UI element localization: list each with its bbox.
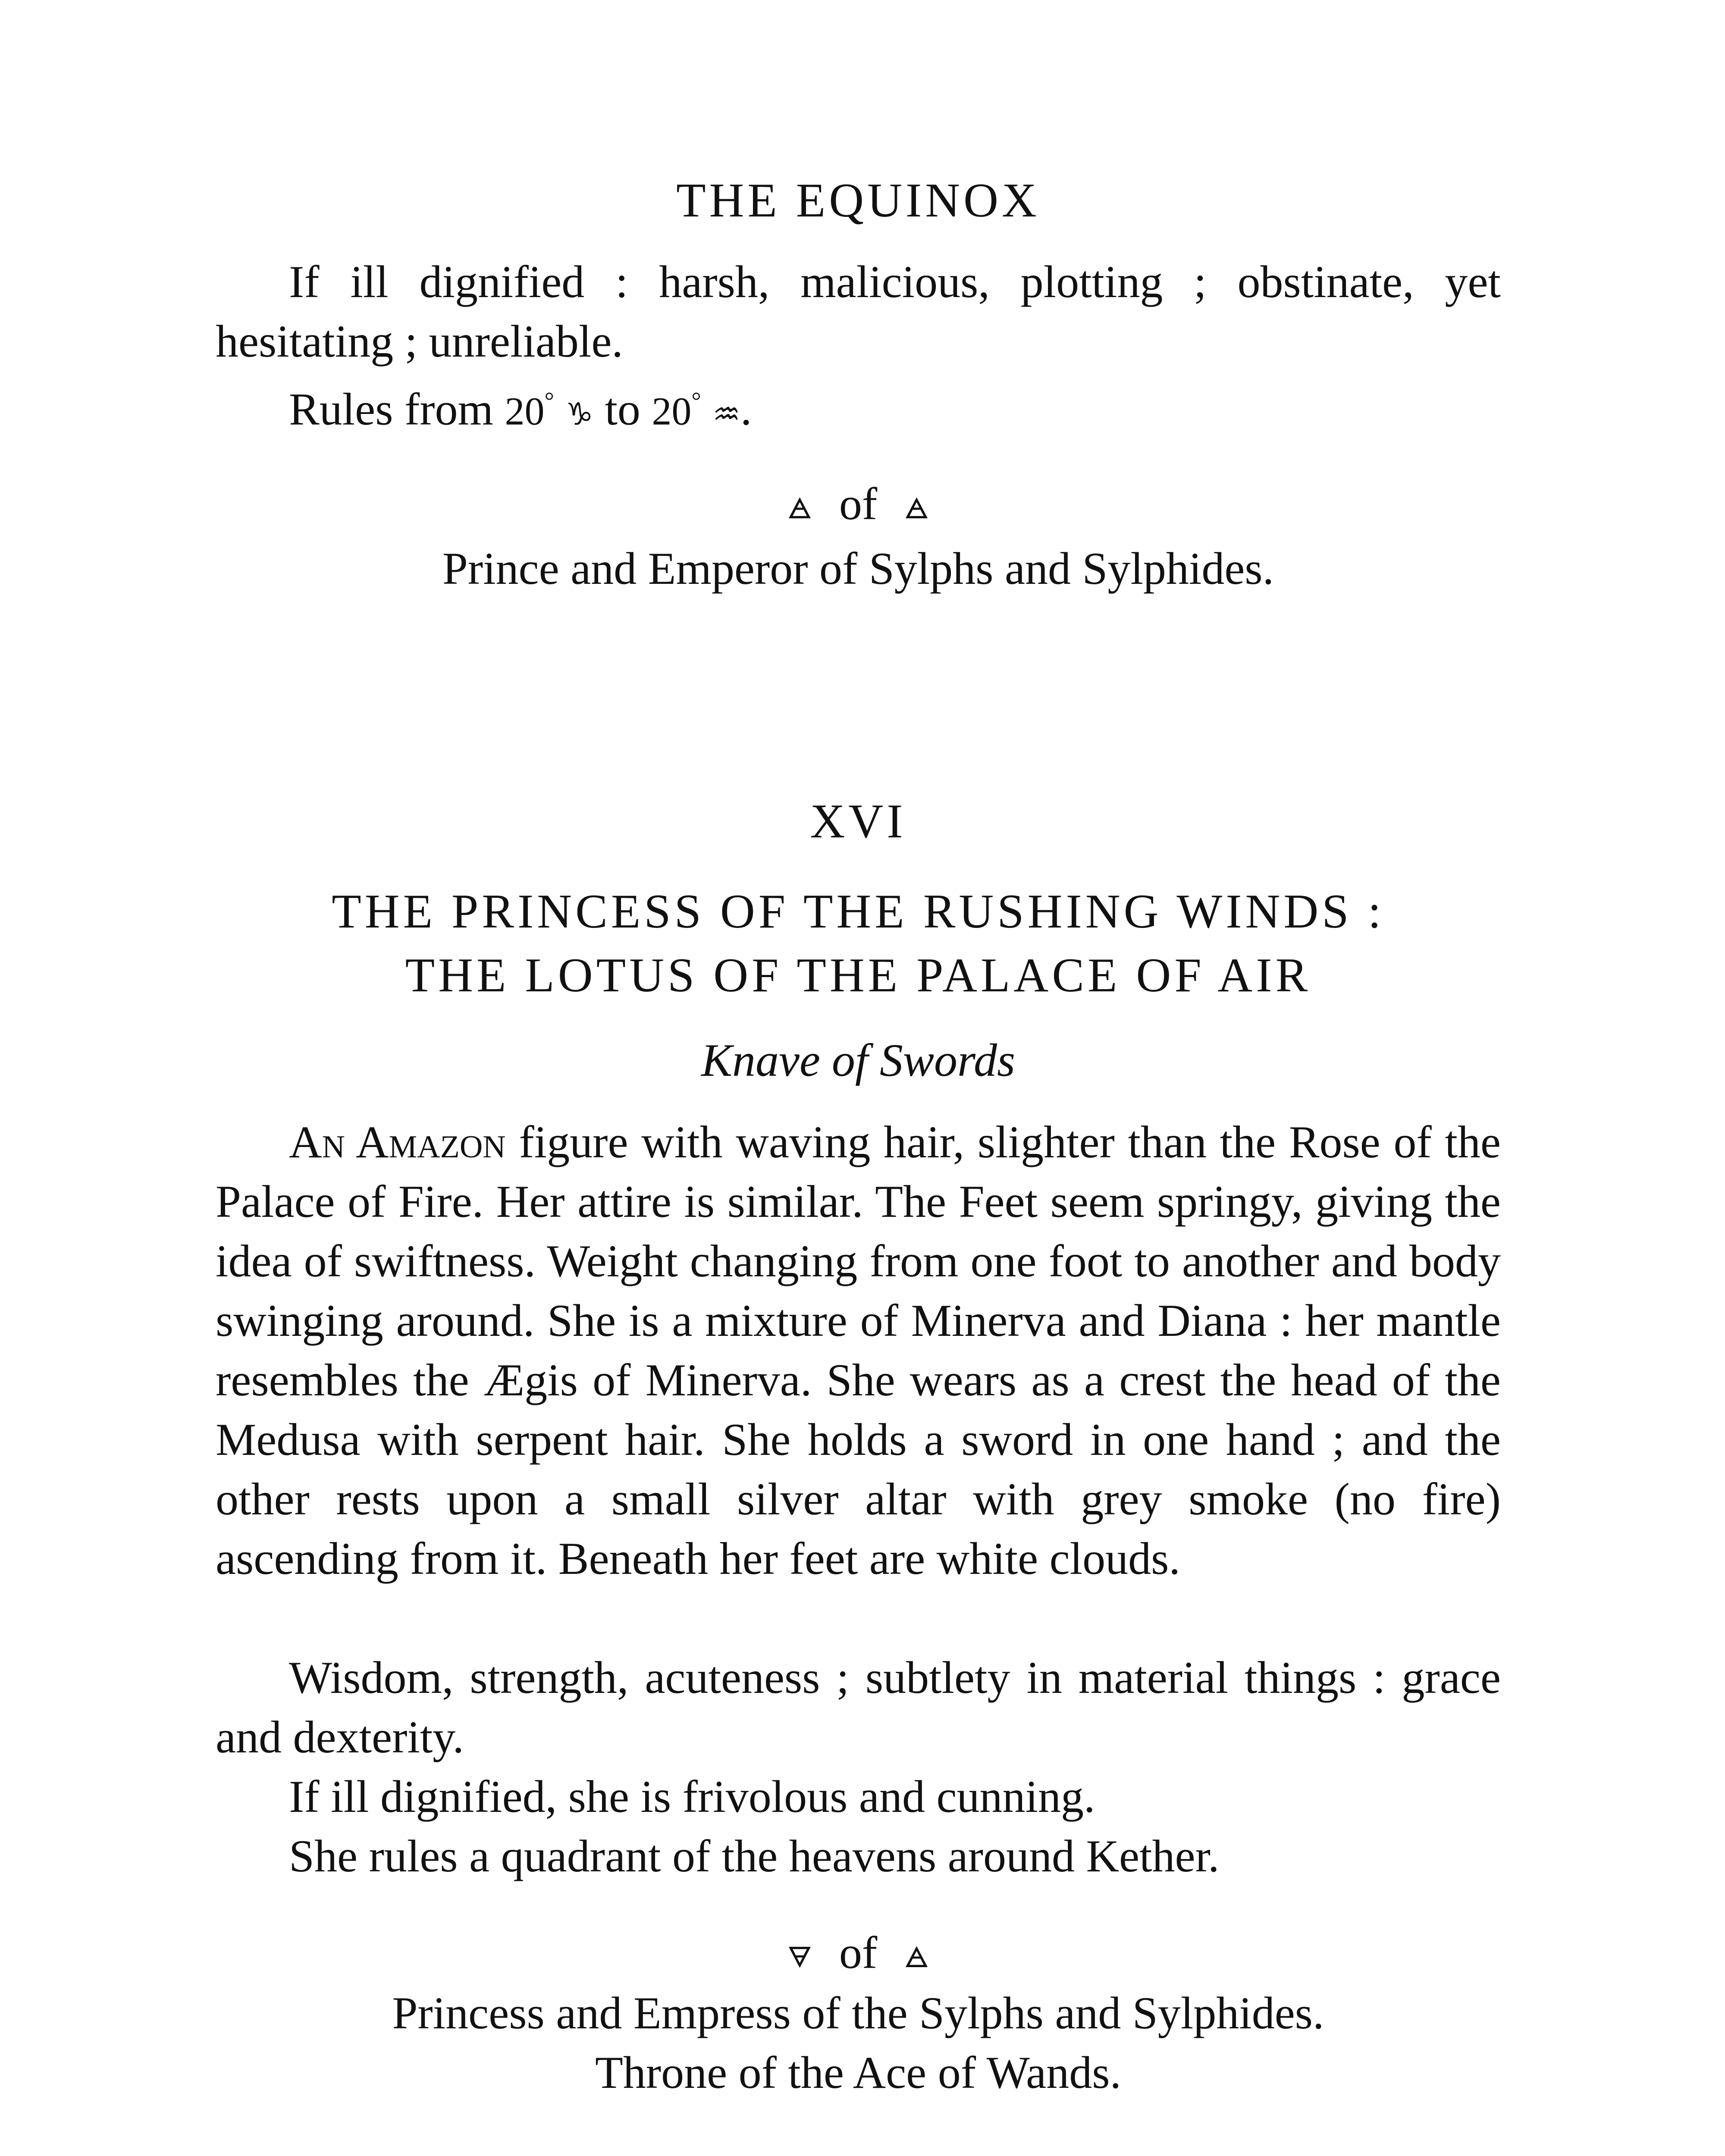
ill-dignified-text: If ill dignified, she is frivolous and cunning. xyxy=(289,1771,1095,1822)
air-triangle-icon: 🜁 xyxy=(904,492,929,525)
subtitle: Knave of Swords xyxy=(701,1035,1015,1086)
top-paragraph-line-2: hesitating ; unreliable. xyxy=(216,316,623,367)
qualities-paragraph xyxy=(216,1648,1501,1767)
ill-dignified-paragraph xyxy=(216,1767,1501,1827)
chapter-title-line-1: THE PRINCESS OF THE RUSHING WINDS : xyxy=(332,885,1385,938)
description-lead: An Amazon xyxy=(289,1117,506,1167)
degree-mark: ° xyxy=(544,388,554,414)
description-text xyxy=(216,1112,1501,1589)
rules-line xyxy=(216,371,1501,444)
symbol-of: of xyxy=(839,1927,878,1978)
chapter-title-line-2: THE LOTUS OF THE PALACE OF AIR xyxy=(405,949,1311,1002)
symbol-of: of xyxy=(839,479,878,529)
top-paragraph xyxy=(216,252,1501,444)
rules-between: to xyxy=(605,384,640,435)
aquarius-icon: ♒ xyxy=(712,396,740,432)
degree-mark: ° xyxy=(691,388,701,414)
rules-start-degree: 20 xyxy=(505,389,545,433)
rules-end-punct: . xyxy=(740,384,752,435)
air-triangle-icon: 🜁 xyxy=(904,1940,929,1974)
quadrant-text: She rules a quadrant of the heavens around Kether. xyxy=(289,1831,1220,1881)
chapter-title xyxy=(216,880,1501,1007)
prince-symbol-row xyxy=(216,474,1501,539)
running-head: THE EQUINOX xyxy=(676,174,1040,227)
throne-line: Throne of the Ace of Wands. xyxy=(595,2047,1121,2098)
capricorn-icon: ♑ xyxy=(565,396,593,432)
prince-title: Prince and Emperor of Sylphs and Sylphides. xyxy=(442,543,1274,594)
quadrant-paragraph xyxy=(216,1827,1501,1886)
rules-end-degree: 20 xyxy=(652,389,692,433)
air-triangle-icon: 🜁 xyxy=(787,492,812,525)
princess-symbol-row xyxy=(216,1923,1501,1987)
princess-title: Princess and Empress of the Sylphs and Sylphides. xyxy=(392,1988,1324,2038)
rules-prefix: Rules from xyxy=(289,384,493,435)
earth-triangle-icon: 🜃 xyxy=(787,1940,812,1974)
section-number: XVI xyxy=(810,795,906,848)
top-paragraph-line-1: If ill dignified : harsh, malicious, plotting ; obstinate, yet xyxy=(289,257,1501,307)
description-paragraph xyxy=(216,1112,1501,1589)
qualities-text: Wisdom, strength, acuteness ; subtlety in material things : grace and dexterity. xyxy=(216,1652,1501,1762)
description-body: figure with waving hair, slighter than the Rose of the Palace of Fire. Her attire is similar. The Feet seem springy, giving the idea of swiftness. Weight changing from one foot to another and body swinging around. She is a mixture of Minerva and Diana : her mantle resembles the Ægis of Minerva. She wears as a crest the head of the Medusa with serpent hair. She holds a sword in one hand ; and the other rests upon a small silver altar with grey smoke (no fire) ascending from it. Beneath her feet are white clouds. xyxy=(216,1117,1501,1584)
